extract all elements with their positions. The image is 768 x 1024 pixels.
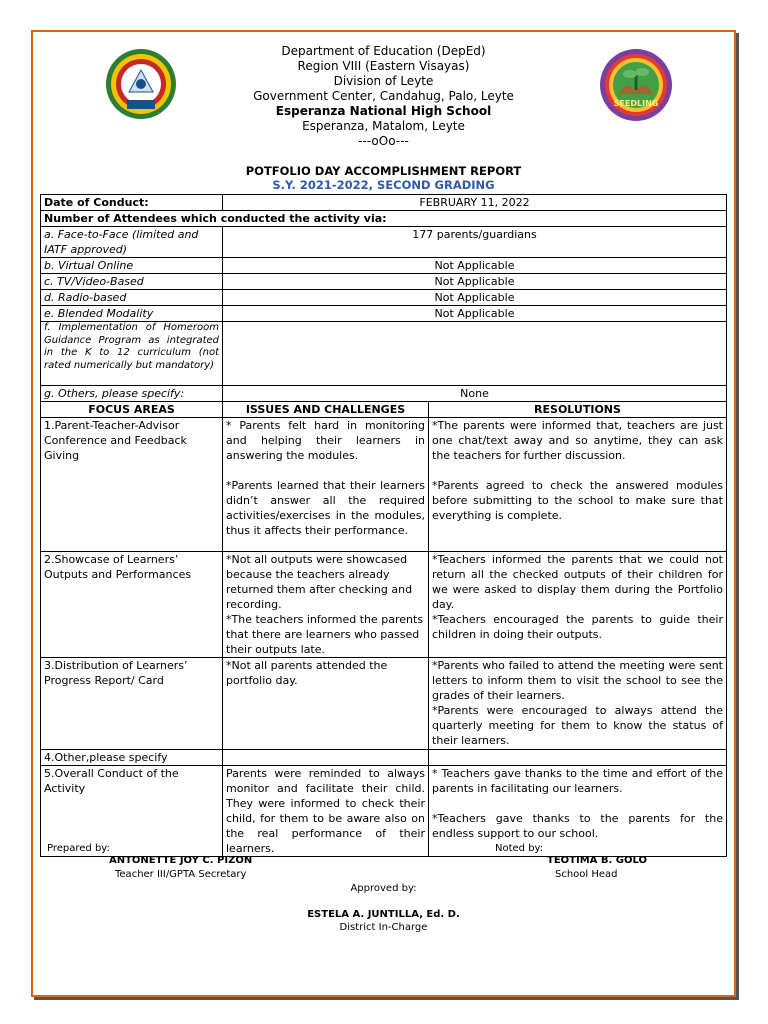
resolutions-cell: *The parents were informed that, teachers are just one chat/text away and so anytime, they can ask the teachers for further discussion. *Parents agreed to check the answered modules before submitting to the school to make sure that everything is complete. xyxy=(429,418,727,552)
mode-row xyxy=(41,290,727,306)
focus-header-row xyxy=(41,402,727,418)
focus-area: 3.Distribution of Learners’ Progress Report/ Card xyxy=(41,658,223,750)
issues-header: ISSUES AND CHALLENGES xyxy=(223,402,429,418)
report-title-block xyxy=(33,164,734,192)
header-divider: ---oOo--- xyxy=(358,134,409,148)
resolutions-cell: *Teachers informed the parents that we could not return all the checked outputs of their children for we were asked to display them during the Portfolio day. *Teachers encouraged the parents to guide their children in doing their outputs. xyxy=(429,552,727,658)
issues-cell xyxy=(223,750,429,766)
noted-by-label: Noted by: xyxy=(495,843,544,854)
mode-value xyxy=(223,322,727,386)
focus-area: 1.Parent-Teacher-Advisor Conference and Feedback Giving xyxy=(41,418,223,552)
date-row xyxy=(41,195,727,211)
approved-by-title: District In-Charge xyxy=(339,922,428,933)
header-line-region: Region VIII (Eastern Visayas) xyxy=(297,59,470,73)
report-subtitle: S.Y. 2021-2022, SECOND GRADING xyxy=(272,178,495,192)
focus-area: 5.Overall Conduct of the Activity xyxy=(41,766,223,857)
mode-label: b. Virtual Online xyxy=(41,258,223,274)
resolutions-header: RESOLUTIONS xyxy=(429,402,727,418)
school-address: Esperanza, Matalom, Leyte xyxy=(302,119,465,133)
mode-label: g. Others, please specify: xyxy=(41,386,223,402)
approved-by-name: ESTELA A. JUNTILLA, Ed. D. xyxy=(307,909,460,920)
focus-areas-header: FOCUS AREAS xyxy=(41,402,223,418)
mode-label: d. Radio-based xyxy=(41,290,223,306)
mode-row xyxy=(41,227,727,258)
mode-label: e. Blended Modality xyxy=(41,306,223,322)
prepared-by-label: Prepared by: xyxy=(47,843,110,854)
mode-value: Not Applicable xyxy=(223,306,727,322)
focus-row xyxy=(41,418,727,552)
mode-row xyxy=(41,306,727,322)
noted-by-title: School Head xyxy=(555,869,618,880)
mode-row xyxy=(41,274,727,290)
issues-cell: * Parents felt hard in monitoring and helping their learners in answering the modules. *Parents learned that their learners didn’t answer all the required activities/exercises in the modules, thus it affects their performance. xyxy=(223,418,429,552)
mode-value: None xyxy=(223,386,727,402)
issues-cell: *Not all parents attended the portfolio day. xyxy=(223,658,429,750)
resolutions-cell: *Parents who failed to attend the meeting were sent letters to inform them to visit the school to see the grades of their learners. *Parents were encouraged to always attend the quarterly meeting for them to know the status of their learners. xyxy=(429,658,727,750)
header-line-address: Government Center, Candahug, Palo, Leyte xyxy=(253,89,514,103)
mode-row xyxy=(41,386,727,402)
mode-value: Not Applicable xyxy=(223,274,727,290)
noted-by-name: TEOTIMA B. GOLO xyxy=(547,855,647,866)
approved-by-label: Approved by: xyxy=(350,883,417,894)
focus-row xyxy=(41,750,727,766)
mode-value: Not Applicable xyxy=(223,290,727,306)
mode-row xyxy=(41,322,727,386)
resolutions-cell: * Teachers gave thanks to the time and effort of the parents in facilitating our learners. *Teachers gave thanks to the parents for the endless support to our school. xyxy=(429,766,727,857)
document-frame xyxy=(31,30,736,997)
resolutions-cell xyxy=(429,750,727,766)
attendees-row xyxy=(41,211,727,227)
mode-value: 177 parents/guardians xyxy=(223,227,727,258)
mode-label: c. TV/Video-Based xyxy=(41,274,223,290)
seedling-logo-label: SEEDLING xyxy=(613,99,659,108)
focus-area: 2.Showcase of Learners’ Outputs and Performances xyxy=(41,552,223,658)
focus-row xyxy=(41,658,727,750)
prepared-by-title: Teacher III/GPTA Secretary xyxy=(115,869,247,880)
date-value: FEBRUARY 11, 2022 xyxy=(223,195,727,211)
attendees-label: Number of Attendees which conducted the activity via: xyxy=(41,211,727,227)
issues-cell: *Not all outputs were showcased because the teachers already returned them after checking and recording. *The teachers informed the parents that there are learners who passed their outputs late. xyxy=(223,552,429,658)
header-line-deped: Department of Education (DepEd) xyxy=(281,44,486,58)
focus-row xyxy=(41,766,727,857)
mode-label: f. Implementation of Homeroom Guidance Program as integrated in the K to 12 curriculum (not rated numerically but mandatory) xyxy=(41,322,223,386)
issues-cell: Parents were reminded to always monitor and facilitate their child. They were informed to check their child, for them to be aware also on the real performance of their learners. xyxy=(223,766,429,857)
prepared-by-name: ANTONETTE JOY C. PIZON xyxy=(109,855,253,866)
report-title: POTFOLIO DAY ACCOMPLISHMENT REPORT xyxy=(245,164,522,178)
mode-value: Not Applicable xyxy=(223,258,727,274)
date-label: Date of Conduct: xyxy=(41,195,223,211)
focus-area: 4.Other,please specify xyxy=(41,750,223,766)
letterhead xyxy=(33,44,734,149)
header-line-division: Division of Leyte xyxy=(333,74,434,88)
school-name: Esperanza National High School xyxy=(275,104,492,118)
accomplishment-table xyxy=(40,194,727,857)
mode-label: a. Face-to-Face (limited and IATF approved) xyxy=(41,227,223,258)
mode-row xyxy=(41,258,727,274)
focus-row xyxy=(41,552,727,658)
